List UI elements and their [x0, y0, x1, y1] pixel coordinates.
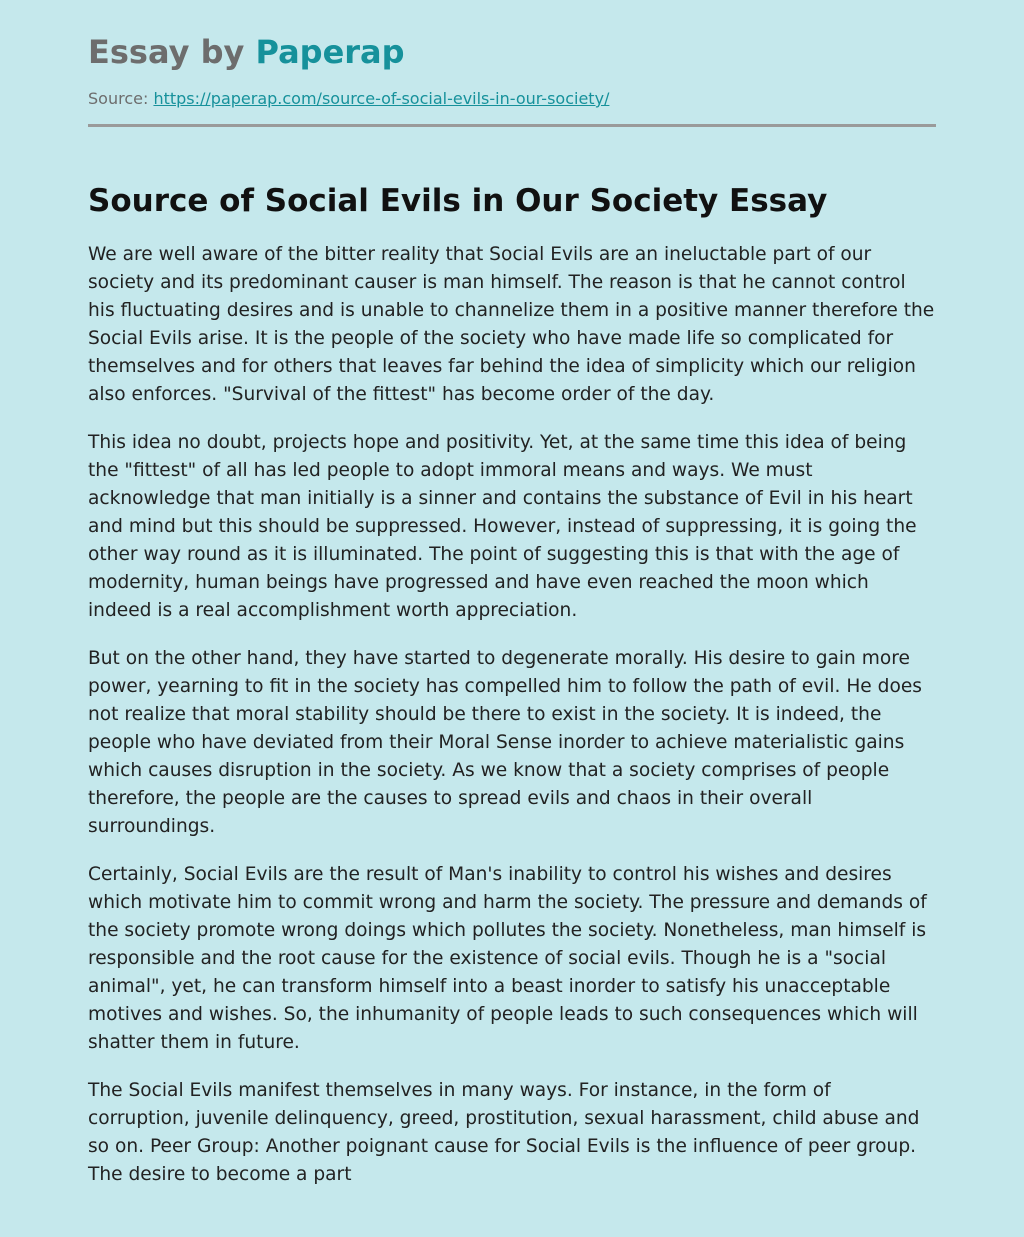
source-label: Source:: [88, 89, 154, 108]
paragraph: This idea no doubt, projects hope and positivity. Yet, at the same time this idea of being the "fittest" of all has led people to adopt immoral means and ways. We must acknowledge that man initially is a sinner and contains the substance of Evil in his heart and mind but this should be suppressed. However, instead of suppressing, it is going the other way round as it is illuminated. The point of suggesting this is that with the age of modernity, human beings have progressed and have even reached the moon which indeed is a real accomplishment worth appreciation.: [88, 432, 917, 621]
brand-prefix: Essay by: [88, 33, 256, 71]
essay-title: Source of Social Evils in Our Society Essay: [88, 183, 828, 219]
source-link[interactable]: https://paperap.com/source-of-social-evils-in-our-society/: [153, 89, 610, 108]
paragraph: The Social Evils manifest themselves in many ways. For instance, in the form of corruption, juvenile delinquency, greed, prostitution, sexual harassment, child abuse and so on. Peer Group: Another poignant cause for Social Evils is the influence of peer group. The desire to become a part: [88, 1080, 920, 1185]
paragraph: But on the other hand, they have started to degenerate morally. His desire to gain more power, yearning to fit in the society has compelled him to follow the path of evil. He does not realize that moral stability should be there to exist in the society. It is indeed, the people who have deviated from their Moral Sense inorder to achieve materialistic gains which causes disruption in the society. As we know that a society comprises of people therefore, the people are the causes to spread evils and chaos in their overall surroundings.: [88, 648, 922, 837]
source-line: [88, 88, 936, 110]
header-divider: [88, 124, 936, 127]
site-brand: [88, 30, 936, 74]
essay-body: [88, 241, 936, 1189]
paragraph: We are well aware of the bitter reality that Social Evils are an ineluctable part of our society and its predominant causer is man himself. The reason is that he cannot control his fluctuating desires and is unable to channelize them in a positive manner therefore the Social Evils arise. It is the people of the society who have made life so complicated for themselves and for others that leaves far behind the idea of simplicity which our religion also enforces. "Survival of the fittest" has become order of the day.: [88, 244, 935, 405]
brand-name: Paperap: [255, 33, 405, 71]
paragraph: Certainly, Social Evils are the result of Man's inability to control his wishes and desires which motivate him to commit wrong and harm the society. The pressure and demands of the society promote wrong doings which pollutes the society. Nonetheless, man himself is responsible and the root cause for the existence of social evils. Though he is a "social animal", yet, he can transform himself into a beast inorder to satisfy his unacceptable motives and wishes. So, the inhumanity of people leads to such consequences which will shatter them in future.: [88, 864, 927, 1053]
